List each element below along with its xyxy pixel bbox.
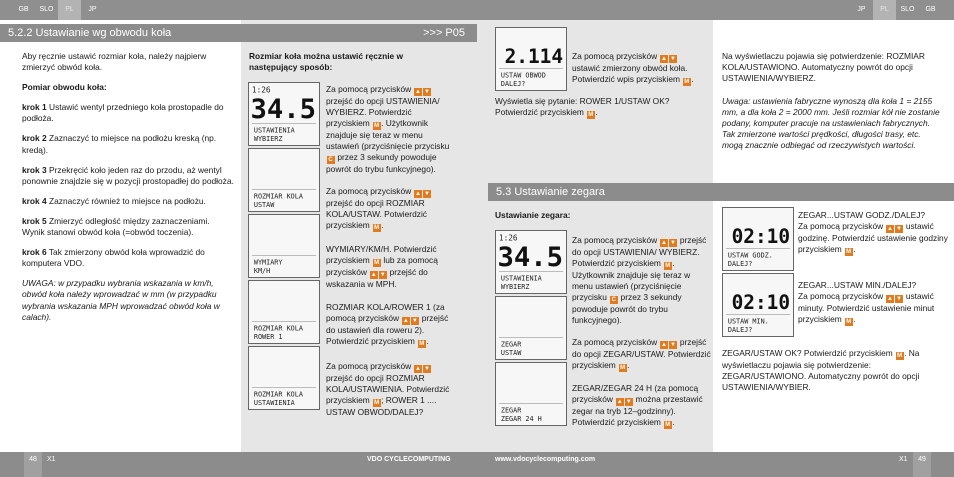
- instruction-4: ROZMIAR KOLA/ROWER 1 (za pomocą przycisków ▲ ▼ przejść do ustawień dla roweru 2). Potwierdzić przyciskiem M .: [326, 302, 449, 348]
- lcd-line-1: USTAW OBWOD: [500, 71, 546, 80]
- down-key-icon: ▼: [670, 56, 676, 62]
- menu-key-icon: M: [846, 319, 852, 326]
- model-label: X1: [47, 456, 56, 463]
- clock-heading: Ustawianie zegara:: [495, 210, 571, 220]
- lang-tab-jp[interactable]: JP: [857, 6, 866, 13]
- footer-left: [0, 452, 477, 477]
- lcd-small-value: 1:26: [498, 233, 518, 243]
- lang-tab-slo[interactable]: SLO: [900, 6, 915, 13]
- step-item: krok 6 Tak zmierzony obwód koła wprowadzić do komputera VDO.: [22, 247, 205, 269]
- menu-key-icon: M: [897, 353, 903, 359]
- section-title: 5.2.2 Ustawianie wg obwodu koła: [8, 27, 172, 39]
- lcd-display: [495, 362, 567, 426]
- hour-instruction: ZEGAR...USTAW GODZ./DALEJ? Za pomocą przycisków ▲ ▼ ustawić godzinę. Potwierdzić ustawienie godziny przyciskiem M .: [798, 210, 948, 256]
- lcd-big-value: 34.5: [497, 241, 564, 273]
- clock-final-text: ZEGAR/USTAW OK? Potwierdzić przyciskiem M . Na wyświetlaczu pojawia się potwierdzenie: ZEGAR/USTAWIONO. Automatyczny powrót do opcji USTAWIENIA/WYBIER.: [722, 348, 920, 393]
- left-text-column: [22, 51, 234, 332]
- down-key-icon: ▼: [424, 366, 430, 372]
- lcd-line-1: ROZMIAR KOLA: [253, 324, 303, 333]
- section-header-wheel: [0, 24, 477, 42]
- instruction-1: Za pomocą przycisków ▲ ▼ przejść do opcji USTAWIENIA/ WYBIERZ. Potwierdzić przyciskiem M . Użytkownik znajduje się teraz w menu ustawień (przyciśnięcie przycisku C przez 3 sekundy powoduje powrót do trybu funkcyjnego).: [326, 84, 450, 175]
- menu-key-icon: M: [588, 112, 594, 119]
- minute-instruction: ZEGAR...USTAW MIN./DALEJ? Za pomocą przycisków ▲ ▼ ustawić minuty. Potwierdzić ustawienie minut przyciskiem M .: [798, 280, 935, 326]
- instruction-3: WYMIARY/KM/H. Potwierdzić przyciskiem M lub za pomocą przycisków ▲ ▼ przejść do wskazania w MPH.: [326, 244, 438, 290]
- clock-instruction-2: Za pomocą przycisków ▲ ▼ przejść do opcji ZEGAR/USTAW. Potwierdzić przyciskiem M .: [572, 337, 711, 372]
- lang-tab-pl[interactable]: PL: [58, 0, 81, 20]
- lcd-display: [495, 27, 567, 91]
- up-key-icon: ▲: [415, 191, 421, 197]
- lang-nav-right: [477, 0, 954, 20]
- lcd-line-1: USTAWIENIA: [253, 126, 295, 135]
- lcd-display: [495, 230, 567, 294]
- lcd-line-2: DALEJ?: [500, 80, 526, 89]
- up-key-icon: ▲: [616, 399, 623, 406]
- up-key-icon: ▲: [661, 342, 667, 348]
- up-key-icon: ▲: [415, 366, 421, 372]
- lcd-line-1: USTAWIENIA: [500, 274, 542, 283]
- lcd-line-2: USTAW: [253, 201, 275, 210]
- step-item: krok 5 Zmierzyć odległość między zaznaczeniami. Wynik stanowi obwód koła (=obwód toczenia).: [22, 215, 210, 238]
- down-key-icon: ▼: [424, 89, 430, 95]
- down-key-icon: ▼: [670, 240, 676, 246]
- lang-tab-pl[interactable]: PL: [873, 0, 896, 20]
- up-key-icon: ▲: [661, 56, 667, 62]
- up-key-icon: ▲: [370, 272, 377, 279]
- instruction-2: Za pomocą przycisków ▲ ▼ przejść do opcji ROZMIAR KOLA/USTAW. Potwierdzić przyciskiem M .: [326, 186, 430, 232]
- lcd-big-value: 02:10: [731, 290, 791, 314]
- up-key-icon: ▲: [415, 89, 421, 95]
- menu-key-icon: M: [374, 123, 380, 130]
- menu-key-icon: M: [846, 249, 852, 256]
- lcd-display: [248, 214, 320, 278]
- menu-key-icon: M: [684, 79, 690, 86]
- website-link[interactable]: www.vdocyclecomputing.com: [495, 456, 596, 463]
- section-header-clock: [488, 183, 954, 201]
- section-title: 5.3 Ustawianie zegara: [496, 186, 605, 198]
- down-key-icon: ▼: [411, 318, 418, 325]
- lcd-big-value: 02:10: [731, 224, 791, 248]
- lcd-line-2: DALEJ?: [727, 260, 753, 269]
- footer-right: [477, 452, 954, 477]
- intro-text: Aby ręcznie ustawić rozmiar koła, należy najpierw zmierzyć obwód koła.: [22, 51, 207, 73]
- up-key-icon: ▲: [887, 296, 893, 303]
- lang-tab-gb[interactable]: GB: [925, 6, 936, 13]
- lcd-small-value: 1:26: [251, 85, 271, 95]
- lcd-line-2: KM/H: [253, 267, 271, 276]
- menu-key-icon: M: [665, 422, 671, 429]
- lcd-line-1: USTAW GODZ.: [727, 251, 773, 260]
- lcd-display: [495, 296, 567, 360]
- clear-key-icon: C: [328, 157, 333, 164]
- unit-note: UWAGA: w przypadku wybrania wskazania w km/h, obwód koła należy wprowadzać w mm (w przypadku wybrania wskazania MPH wprowadzać obwód koła w calach).: [22, 278, 220, 322]
- lcd-line-1: ZEGAR: [500, 406, 522, 415]
- confirm-text: Na wyświetlaczu pojawia się potwierdzenie: ROZMIAR KOLA/USTAWIONO. Automatyczny powrót do opcji USTAWIENIA/WYBIERZ.: [722, 51, 925, 84]
- lcd-display: [248, 82, 320, 146]
- lcd-line-1: ZEGAR: [500, 340, 522, 349]
- instruction-5: Za pomocą przycisków ▲ ▼ przejść do opcji ROZMIAR KOLA/USTAWIENIA. Potwierdzić przyciskiem M ; ROWER 1 .... USTAW OBWOD/DALEJ?: [326, 361, 450, 418]
- menu-key-icon: M: [374, 260, 380, 267]
- clock-instruction-1: Za pomocą przycisków ▲ ▼ przejść do opcji USTAWIENIA/ WYBIERZ. Potwierdzić przyciskiem M . Użytkownik znajduje się teraz w menu ustawień (przyciśnięcie przycisku C przez 3 sekundy powoduje powrót do trybu funkcyjnego).: [572, 235, 707, 326]
- menu-key-icon: M: [374, 400, 380, 407]
- wheel-value-instruction: Za pomocą przycisków ▲ ▼ ustawić zmierzony obwód koła. Potwierdzić wpis przyciskiem M .: [572, 51, 694, 86]
- confirm-question: Wyświetla się pytanie: ROWER 1/USTAW OK? Potwierdzić przyciskiem M .: [495, 96, 670, 119]
- lcd-big-value: 2.114: [504, 44, 564, 68]
- manual-heading: Rozmiar koła można ustawić ręcznie w następujący sposób:: [249, 51, 404, 73]
- lcd-display: [248, 346, 320, 410]
- menu-key-icon: M: [620, 365, 626, 372]
- menu-key-icon: M: [374, 225, 380, 232]
- lcd-line-2: USTAWIENIA: [253, 399, 295, 408]
- up-key-icon: ▲: [887, 226, 893, 233]
- lang-nav-left: [0, 0, 477, 20]
- lcd-line-1: USTAW MIN.: [727, 317, 769, 326]
- lcd-line-2: WYBIERZ: [500, 283, 530, 292]
- down-key-icon: ▼: [625, 399, 632, 406]
- page-number-right: 49: [913, 452, 931, 477]
- lang-tab-slo[interactable]: SLO: [39, 6, 54, 13]
- lcd-display: [722, 273, 794, 337]
- up-key-icon: ▲: [402, 318, 409, 325]
- lcd-line-2: ZEGAR 24 H: [500, 415, 542, 424]
- clock-instruction-3: ZEGAR/ZEGAR 24 H (za pomocą przycisków ▲ ▼ można przestawić zegar na tryb 12–godzinny). Potwierdzić przyciskiem M .: [572, 383, 703, 429]
- down-key-icon: ▼: [896, 226, 902, 233]
- down-key-icon: ▼: [670, 342, 676, 348]
- lcd-line-2: WYBIERZ: [253, 135, 283, 144]
- lcd-display: [248, 280, 320, 344]
- menu-key-icon: M: [419, 341, 425, 348]
- step-item: krok 3 Przekręcić koło jeden raz do przodu, aż wentyl ponownie znajdzie się w pozycji prostopadłej do podłoża.: [22, 164, 234, 186]
- lcd-line-1: WYMIARY: [253, 258, 283, 267]
- lcd-line-2: DALEJ?: [727, 326, 753, 335]
- brand-label: VDO CYCLECOMPUTING: [367, 456, 451, 463]
- lang-tab-jp[interactable]: JP: [88, 6, 97, 13]
- lcd-big-value: 34.5: [250, 93, 317, 125]
- lcd-line-2: ROWER 1: [253, 333, 283, 342]
- down-key-icon: ▼: [424, 191, 430, 197]
- down-key-icon: ▼: [379, 272, 386, 279]
- menu-key-icon: M: [665, 263, 671, 270]
- lcd-line-2: USTAW: [500, 349, 522, 358]
- lcd-display: [248, 148, 320, 212]
- lcd-line-1: ROZMIAR KOLA: [253, 390, 303, 399]
- model-label: X1: [899, 456, 908, 463]
- down-key-icon: ▼: [896, 296, 902, 303]
- page-number-left: 48: [24, 452, 42, 477]
- measure-heading: Pomiar obwodu koła:: [22, 82, 107, 93]
- clear-key-icon: C: [611, 297, 616, 304]
- step-item: krok 4 Zaznaczyć również to miejsce na podłożu.: [22, 195, 206, 206]
- section-code: >>> P05: [423, 27, 465, 39]
- step-item: krok 2 Zaznaczyć to miejsce na podłożu kreską (np. kredą).: [22, 133, 217, 155]
- lcd-display: [722, 207, 794, 271]
- factory-note: Uwaga: ustawienia fabryczne wynoszą dla koła 1 = 2155 mm, a dla koła 2 = 2000 mm. Jeśli rozmiar kół nie zostanie podany, komputer pracuje na ustawieniach fabrycznych. Tak zmierzone wartości prędkości, długości trasy, etc. mogą znacznie odbiegać od rzeczywistych wartości.: [722, 96, 940, 151]
- lang-tab-gb[interactable]: GB: [18, 6, 29, 13]
- up-key-icon: ▲: [661, 240, 667, 246]
- step-item: krok 1 Ustawić wentyl przedniego koła prostopadle do podłoża.: [22, 102, 224, 124]
- lcd-line-1: ROZMIAR KOLA: [253, 192, 303, 201]
